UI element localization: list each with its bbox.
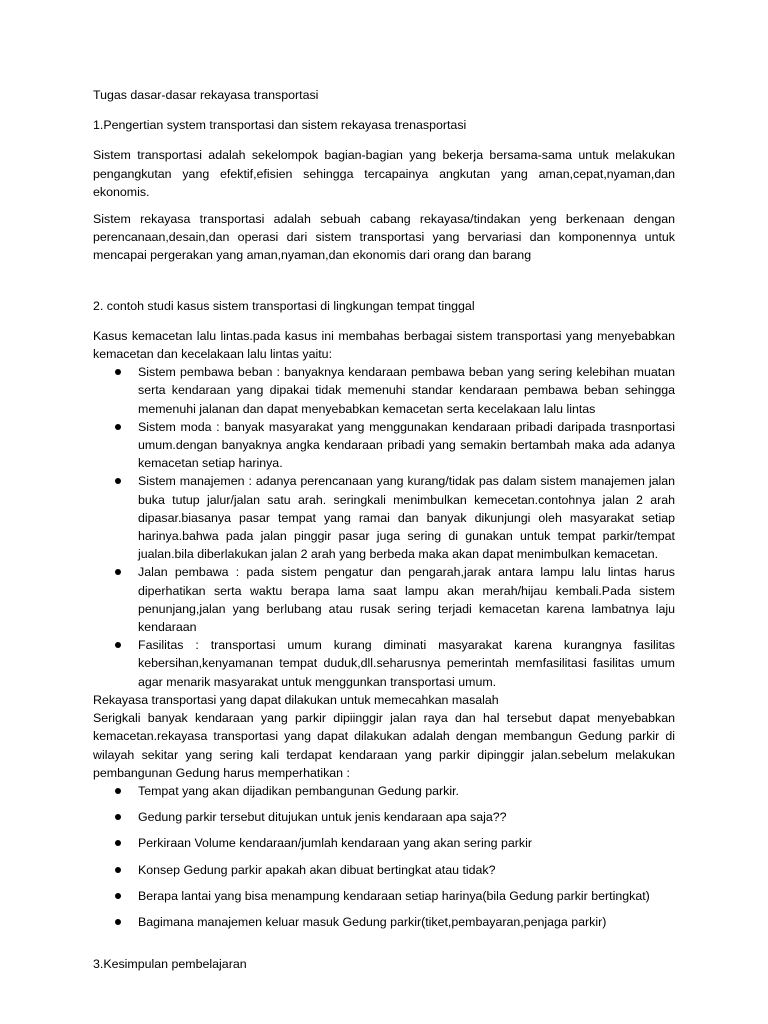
document-body xyxy=(93,86,675,973)
section1-paragraph-2: Sistem rekayasa transportasi adalah sebuah cabang rekayasa/tindakan yeng berkenaan dengan perencanaan,desain,dan operasi dari sistem transportasi yang bervariasi dan komponennya untuk mencapai pergerakan yang aman,nyaman,dan ekonomis dari orang dan barang xyxy=(93,212,675,263)
list-item: Jalan pembawa : pada sistem pengatur dan pengarah,jarak antara lampu lalu lintas harus diperhatikan serta waktu berapa lama saat lampu akan merah/hijau kembali.Pada sistem penunjang,jalan yang berlubang atau rusak sering terjadi kemacetan karena lambatnya laju kendaraan xyxy=(93,563,675,636)
list-item: Sistem moda : banyak masyarakat yang menggunakan kendaraan pribadi daripada trasnportasi umum.dengan banyaknya angka kendaraan pribadi yang semakin bertambah maka ada adanya kemacetan setiap harinya. xyxy=(93,418,675,473)
section2-paragraph: Serigkali banyak kendaraan yang parkir dipiinggir jalan raya dan hal tersebut dapat menyebabkan kemacetan.rekayasa transportasi yang dapat dilakukan adalah dengan membangun Gedung parkir di wilayah sekitar yang sering kali terdapat kendaraan yang parkir dipinggir jalan.sebelum melakukan pembangunan Gedung harus memperhatikan : xyxy=(93,711,675,780)
section2-intro: Kasus kemacetan lalu lintas.pada kasus ini membahas berbagai sistem transportasi yang menyebabkan kemacetan dan kecelakaan lalu lintas yaitu: xyxy=(93,328,675,362)
bullet-icon xyxy=(115,369,121,375)
section2-heading: 2. contoh studi kasus sistem transportasi di lingkungan tempat tinggal xyxy=(93,298,475,313)
bullet-icon xyxy=(115,642,121,648)
list-item: Perkiraan Volume kendaraan/jumlah kendaraan yang akan sering parkir xyxy=(93,834,675,852)
section3-heading: 3.Kesimpulan pembelajaran xyxy=(93,957,247,972)
bullet-icon xyxy=(115,814,121,820)
list-item: Berapa lantai yang bisa menampung kendaraan setiap harinya(bila Gedung parkir bertingkat) xyxy=(93,887,675,905)
section1-heading: 1.Pengertian system transportasi dan sistem rekayasa trenasportasi xyxy=(93,118,467,133)
list-item: Konsep Gedung parkir apakah akan dibuat bertingkat atau tidak? xyxy=(93,861,675,879)
bullet-icon xyxy=(115,867,121,873)
causes-list xyxy=(93,363,675,691)
bullet-icon xyxy=(115,569,121,575)
section2-subheading: Rekayasa transportasi yang dapat dilakukan untuk memecahkan masalah xyxy=(93,692,499,707)
bullet-icon xyxy=(115,919,121,925)
bullet-icon xyxy=(115,424,121,430)
list-item: Sistem manajemen : adanya perencanaan yang kurang/tidak pas dalam sistem manajemen jalan buka tutup jalur/jalan satu arah. seringkali menimbulkan kemecetan.contohnya jalan 2 arah dipasar.biasanya pasar tempat yang ramai dan banyak dikunjungi oleh masyarakat setiap harinya.bahwa pada jalan pinggir pasar juga sering di gunakan untuk tempat parkir/tempat jualan.bila diberlakukan jalan 2 arah yang berbeda maka akan dapat menimbulkan kemacetan. xyxy=(93,472,675,563)
bullet-icon xyxy=(115,788,121,794)
bullet-icon xyxy=(115,840,121,846)
list-item: Fasilitas : transportasi umum kurang diminati masyarakat karena kurangnya fasilitas kebersihan,kenyamanan tempat duduk,dll.seharusnya pemerintah memfasilitasi fasilitas umum agar menarik masyarakat untuk menggunkan transportasi umum. xyxy=(93,636,675,691)
considerations-list xyxy=(93,782,675,931)
list-item: Bagimana manajemen keluar masuk Gedung parkir(tiket,pembayaran,penjaga parkir) xyxy=(93,913,675,931)
list-item: Sistem pembawa beban : banyaknya kendaraan pembawa beban yang sering kelebihan muatan serta kendaraan yang dipakai tidak memenuhi standar kendaraan pembawa beban sehingga memenuhi jalanan dan dapat menyebabkan kemacetan serta kecelakaan lalu lintas xyxy=(93,363,675,418)
bullet-icon xyxy=(115,478,121,484)
list-item: Tempat yang akan dijadikan pembangunan Gedung parkir. xyxy=(93,782,675,800)
bullet-icon xyxy=(115,893,121,899)
section1-paragraph-1: Sistem transportasi adalah sekelompok bagian-bagian yang bekerja bersama-sama untuk melakukan pengangkutan yang efektif,efisien sehingga tercapainya angkutan yang aman,cepat,nyaman,dan ekonomis. xyxy=(93,148,675,199)
document-title: Tugas dasar-dasar rekayasa transportasi xyxy=(93,88,319,102)
list-item: Gedung parkir tersebut ditujukan untuk jenis kendaraan apa saja?? xyxy=(93,808,675,826)
